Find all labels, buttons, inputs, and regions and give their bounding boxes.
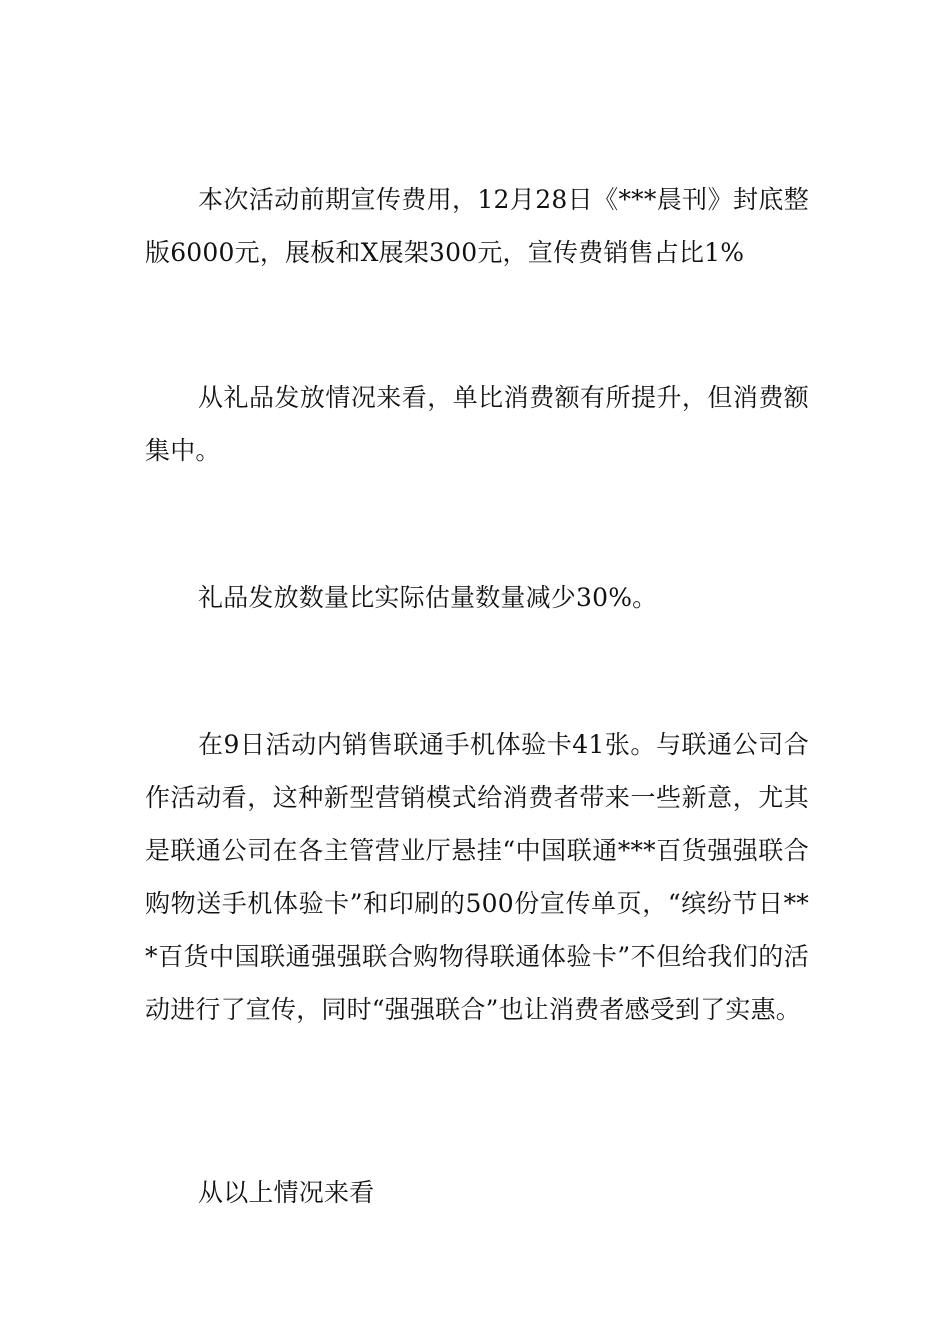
paragraph-gift-quantity: 礼品发放数量比实际估量数量减少30%。 bbox=[198, 583, 658, 612]
paragraph-gift-consumption: 从礼品发放情况来看，单比消费额有所提升，但消费额集中。 bbox=[145, 383, 809, 465]
paragraph-promotion-cost: 本次活动前期宣传费用，12月28日《***晨刊》封底整版6000元，展板和X展架300元，宣传费销售占比1% bbox=[145, 185, 809, 267]
paragraph-unicom-cooperation: 在9日活动内销售联通手机体验卡41张。与联通公司合作活动看，这种新型营销模式给消费者带来一些新意，尤其是联通公司在各主管营业厅悬挂“中国联通***百货强强联合购物送手机体验卡”和印刷的500份宣传单页，“缤纷节日***百货中国联通强强联合购物得联通体验卡”不但给我们的活动进行了宣传，同时“强强联合”也让消费者感受到了实惠。 bbox=[145, 730, 809, 1024]
paragraph-summary-intro: 从以上情况来看 bbox=[198, 1178, 375, 1207]
